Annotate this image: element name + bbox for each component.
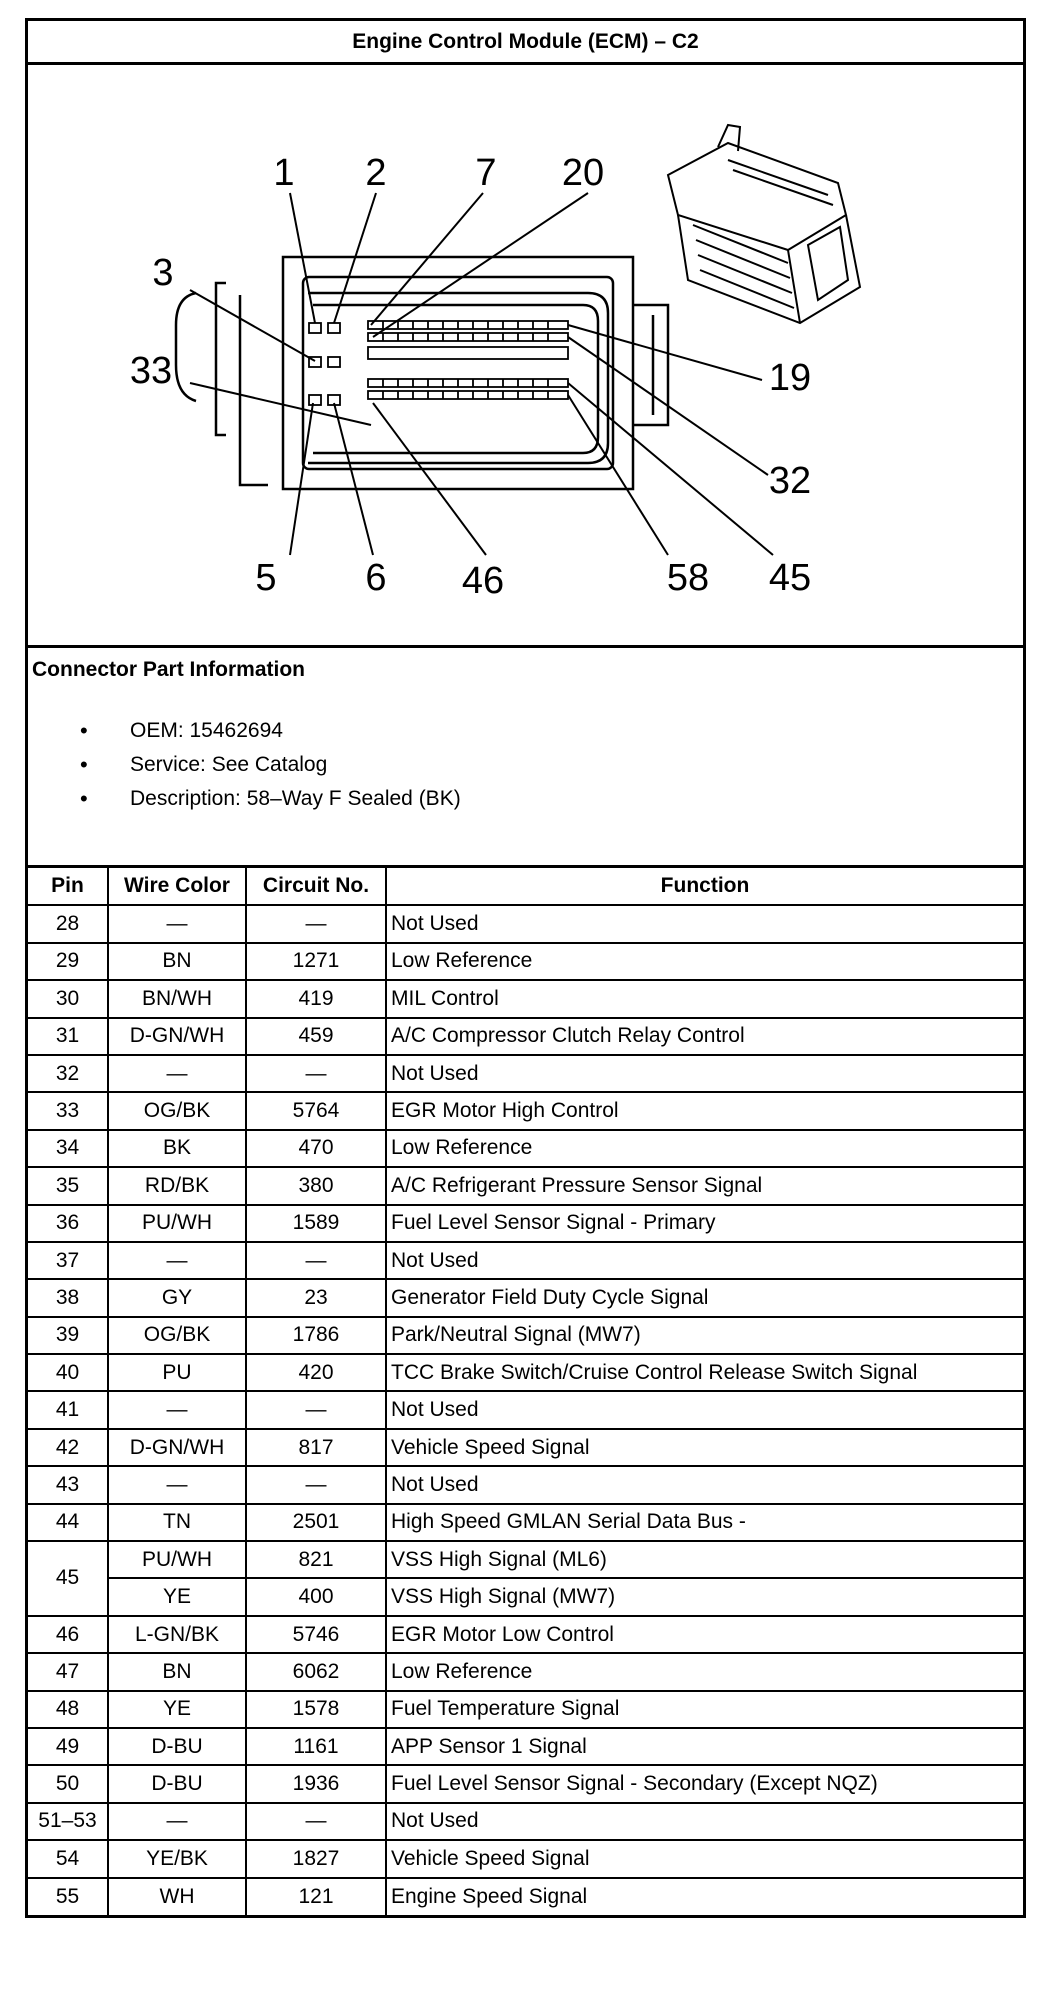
connector-info xyxy=(28,648,1023,868)
cell-wire-color: — xyxy=(108,1466,246,1503)
pin-label-20: 20 xyxy=(561,152,605,194)
cell-circuit: 459 xyxy=(246,1018,386,1055)
info-oem: • OEM: 15462694 xyxy=(28,714,461,748)
table-row xyxy=(28,1803,1023,1840)
table-row xyxy=(28,1541,1023,1578)
table-row xyxy=(28,1878,1023,1915)
cell-function: Not Used xyxy=(386,1242,1023,1279)
connector-info-list xyxy=(28,714,461,816)
cell-function: High Speed GMLAN Serial Data Bus - xyxy=(386,1504,1023,1541)
cell-circuit: 420 xyxy=(246,1354,386,1391)
cell-pin: 46 xyxy=(28,1616,108,1653)
cell-circuit: 23 xyxy=(246,1279,386,1316)
cell-pin: 37 xyxy=(28,1242,108,1279)
cell-function: Fuel Level Sensor Signal - Secondary (Except NQZ) xyxy=(386,1765,1023,1802)
pin-label-7: 7 xyxy=(475,152,497,194)
connector-diagram xyxy=(28,65,1023,645)
cell-circuit: — xyxy=(246,1391,386,1428)
cell-circuit: 1936 xyxy=(246,1765,386,1802)
cell-function: TCC Brake Switch/Cruise Control Release Switch Signal xyxy=(386,1354,1023,1391)
table-row xyxy=(28,905,1023,942)
table-row xyxy=(28,1092,1023,1129)
table-row xyxy=(28,1616,1023,1653)
cell-wire-color: WH xyxy=(108,1878,246,1915)
cell-wire-color: — xyxy=(108,1242,246,1279)
table-row xyxy=(28,1840,1023,1877)
cell-wire-color: — xyxy=(108,1803,246,1840)
cell-pin: 40 xyxy=(28,1354,108,1391)
table-row xyxy=(28,1167,1023,1204)
cell-circuit: 5764 xyxy=(246,1092,386,1129)
cell-circuit: — xyxy=(246,1055,386,1092)
cell-pin: 44 xyxy=(28,1504,108,1541)
pin-label-3: 3 xyxy=(152,252,174,294)
cell-function: Not Used xyxy=(386,1055,1023,1092)
page-title: Engine Control Module (ECM) – C2 xyxy=(28,21,1023,65)
cell-circuit: 121 xyxy=(246,1878,386,1915)
table-row xyxy=(28,1279,1023,1316)
cell-wire-color: — xyxy=(108,905,246,942)
cell-pin: 43 xyxy=(28,1466,108,1503)
pin-leader-lines xyxy=(190,193,773,555)
cell-wire-color: RD/BK xyxy=(108,1167,246,1204)
cell-pin: 47 xyxy=(28,1653,108,1690)
cell-wire-color: L-GN/BK xyxy=(108,1616,246,1653)
cell-circuit: 1827 xyxy=(246,1840,386,1877)
table-row xyxy=(28,1018,1023,1055)
cell-wire-color: BN/WH xyxy=(108,980,246,1017)
table-row xyxy=(28,1317,1023,1354)
cell-circuit: 5746 xyxy=(246,1616,386,1653)
connector-figure xyxy=(28,65,1023,648)
cell-function: A/C Refrigerant Pressure Sensor Signal xyxy=(386,1167,1023,1204)
cell-pin: 29 xyxy=(28,943,108,980)
pin-label-6: 6 xyxy=(365,557,387,599)
cell-circuit: 380 xyxy=(246,1167,386,1204)
table-row xyxy=(28,1130,1023,1167)
table-row xyxy=(28,1205,1023,1242)
table-row xyxy=(28,1429,1023,1466)
cell-function: EGR Motor High Control xyxy=(386,1092,1023,1129)
cell-circuit: 400 xyxy=(246,1578,386,1615)
connector-3d-thumbnail xyxy=(668,125,860,323)
cell-function: VSS High Signal (MW7) xyxy=(386,1578,1023,1615)
pin-label-46: 46 xyxy=(461,560,505,602)
table-header-row xyxy=(28,868,1023,905)
cell-wire-color: D-BU xyxy=(108,1765,246,1802)
cell-function: Fuel Temperature Signal xyxy=(386,1691,1023,1728)
cell-pin: 49 xyxy=(28,1728,108,1765)
cell-function: Not Used xyxy=(386,1466,1023,1503)
cell-function: Vehicle Speed Signal xyxy=(386,1840,1023,1877)
cell-circuit: 6062 xyxy=(246,1653,386,1690)
table-row xyxy=(28,943,1023,980)
cell-function: Not Used xyxy=(386,905,1023,942)
cell-pin: 50 xyxy=(28,1765,108,1802)
cell-function: Engine Speed Signal xyxy=(386,1878,1023,1915)
cell-circuit: — xyxy=(246,1242,386,1279)
table-row xyxy=(28,980,1023,1017)
cell-pin: 48 xyxy=(28,1691,108,1728)
cell-pin: 30 xyxy=(28,980,108,1017)
cell-circuit: 1271 xyxy=(246,943,386,980)
table-row xyxy=(28,1728,1023,1765)
cell-function: Low Reference xyxy=(386,1653,1023,1690)
cell-circuit: 1589 xyxy=(246,1205,386,1242)
cell-function: Low Reference xyxy=(386,943,1023,980)
cell-pin: 32 xyxy=(28,1055,108,1092)
cell-pin: 42 xyxy=(28,1429,108,1466)
pin-label-33: 33 xyxy=(129,350,173,392)
cell-circuit: 1578 xyxy=(246,1691,386,1728)
cell-wire-color: GY xyxy=(108,1279,246,1316)
cell-circuit: 817 xyxy=(246,1429,386,1466)
cell-wire-color: TN xyxy=(108,1504,246,1541)
cell-function: VSS High Signal (ML6) xyxy=(386,1541,1023,1578)
cell-wire-color: D-GN/WH xyxy=(108,1429,246,1466)
cell-wire-color: BN xyxy=(108,943,246,980)
header-function: Function xyxy=(386,868,1023,905)
pin-label-32: 32 xyxy=(768,460,812,502)
connector-housing xyxy=(176,257,668,489)
cell-circuit: 2501 xyxy=(246,1504,386,1541)
cell-pin: 45 xyxy=(28,1541,108,1616)
cell-function: Fuel Level Sensor Signal - Primary xyxy=(386,1205,1023,1242)
connector-info-heading: Connector Part Information xyxy=(32,658,306,681)
cell-function: Park/Neutral Signal (MW7) xyxy=(386,1317,1023,1354)
table-row xyxy=(28,1765,1023,1802)
cell-wire-color: — xyxy=(108,1391,246,1428)
cell-pin: 34 xyxy=(28,1130,108,1167)
cell-wire-color: BN xyxy=(108,1653,246,1690)
cell-circuit: 1161 xyxy=(246,1728,386,1765)
header-wire-color: Wire Color xyxy=(108,868,246,905)
pin-label-2: 2 xyxy=(365,152,387,194)
cell-function: MIL Control xyxy=(386,980,1023,1017)
cell-pin: 28 xyxy=(28,905,108,942)
table-row xyxy=(28,1466,1023,1503)
header-circuit: Circuit No. xyxy=(246,868,386,905)
table-row xyxy=(28,1653,1023,1690)
info-service: • Service: See Catalog xyxy=(28,748,461,782)
cell-wire-color: PU xyxy=(108,1354,246,1391)
cell-function: Not Used xyxy=(386,1803,1023,1840)
cell-pin: 38 xyxy=(28,1279,108,1316)
cell-pin: 51–53 xyxy=(28,1803,108,1840)
pin-label-5: 5 xyxy=(255,557,277,599)
cell-circuit: — xyxy=(246,1803,386,1840)
header-pin: Pin xyxy=(28,868,108,905)
pin-label-58: 58 xyxy=(666,557,710,599)
cell-function: Low Reference xyxy=(386,1130,1023,1167)
cell-wire-color: PU/WH xyxy=(108,1541,246,1578)
pin-label-19: 19 xyxy=(768,357,812,399)
cell-function: Vehicle Speed Signal xyxy=(386,1429,1023,1466)
cell-function: A/C Compressor Clutch Relay Control xyxy=(386,1018,1023,1055)
cell-wire-color: BK xyxy=(108,1130,246,1167)
cell-wire-color: PU/WH xyxy=(108,1205,246,1242)
cell-wire-color: D-GN/WH xyxy=(108,1018,246,1055)
cell-circuit: 1786 xyxy=(246,1317,386,1354)
pin-label-45: 45 xyxy=(768,557,812,599)
cell-wire-color: YE xyxy=(108,1691,246,1728)
connector-cavities xyxy=(309,321,568,405)
cell-pin: 54 xyxy=(28,1840,108,1877)
cell-function: EGR Motor Low Control xyxy=(386,1616,1023,1653)
cell-circuit: 419 xyxy=(246,980,386,1017)
cell-pin: 39 xyxy=(28,1317,108,1354)
cell-wire-color: — xyxy=(108,1055,246,1092)
cell-wire-color: YE xyxy=(108,1578,246,1615)
cell-wire-color: OG/BK xyxy=(108,1317,246,1354)
info-description: • Description: 58–Way F Sealed (BK) xyxy=(28,782,461,816)
table-row xyxy=(28,1354,1023,1391)
ecm-connector-page xyxy=(25,18,1026,1918)
table-row xyxy=(28,1055,1023,1092)
pin-label-1: 1 xyxy=(273,152,295,194)
table-row xyxy=(28,1691,1023,1728)
cell-pin: 33 xyxy=(28,1092,108,1129)
cell-pin: 35 xyxy=(28,1167,108,1204)
cell-function: Not Used xyxy=(386,1391,1023,1428)
cell-function: Generator Field Duty Cycle Signal xyxy=(386,1279,1023,1316)
table-row xyxy=(28,1391,1023,1428)
pinout-table xyxy=(28,868,1023,1915)
cell-circuit: 470 xyxy=(246,1130,386,1167)
cell-wire-color: YE/BK xyxy=(108,1840,246,1877)
cell-circuit: — xyxy=(246,905,386,942)
cell-circuit: 821 xyxy=(246,1541,386,1578)
cell-pin: 55 xyxy=(28,1878,108,1915)
cell-wire-color: OG/BK xyxy=(108,1092,246,1129)
table-row xyxy=(28,1504,1023,1541)
cell-pin: 31 xyxy=(28,1018,108,1055)
cell-circuit: — xyxy=(246,1466,386,1503)
cell-wire-color: D-BU xyxy=(108,1728,246,1765)
table-row xyxy=(28,1578,1023,1615)
cell-pin: 36 xyxy=(28,1205,108,1242)
cell-function: APP Sensor 1 Signal xyxy=(386,1728,1023,1765)
table-row xyxy=(28,1242,1023,1279)
cell-pin: 41 xyxy=(28,1391,108,1428)
table-body xyxy=(28,905,1023,1915)
